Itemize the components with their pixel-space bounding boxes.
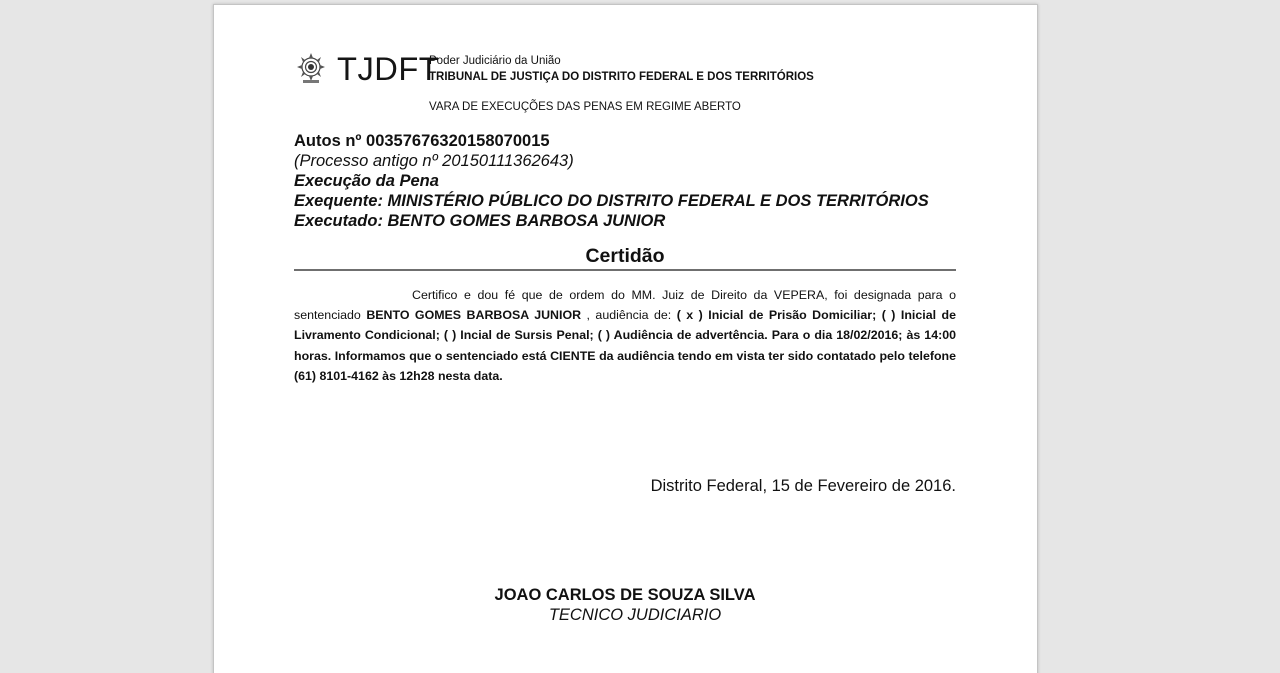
defendant: Executado: BENTO GOMES BARBOSA JUNIOR [294, 212, 666, 230]
case-class: Execução da Pena [294, 172, 439, 190]
document-page [213, 4, 1038, 673]
court-name: TRIBUNAL DE JUSTIÇA DO DISTRITO FEDERAL E DOS TERRITÓRIOS [429, 71, 814, 83]
old-process-number: (Processo antigo nº 20150111362643) [294, 152, 574, 170]
brazil-coat-of-arms-icon [294, 51, 328, 85]
certificate-body [294, 285, 956, 386]
letterhead [294, 49, 894, 119]
plaintiff: Exequente: MINISTÉRIO PÚBLICO DO DISTRITO FEDERAL E DOS TERRITÓRIOS [294, 192, 929, 210]
certificate-title: Certidão [585, 245, 665, 267]
court-division: VARA DE EXECUÇÕES DAS PENAS EM REGIME ABERTO [429, 101, 741, 113]
hearing-details: ( x ) Inicial de Prisão Domiciliar; ( ) Inicial de Livramento Condicional; ( ) Incial de Sursis Penal; ( ) Audiência de advertência. Para o dia 18/02/2016; às 14:00 horas. Informamos que o sentenciado está CIENTE da audiência tendo em vista ter sido contatado pelo telefone (61) 8101-4162 às 12h28 nesta data. [294, 308, 956, 383]
court-acronym: TJDFT [336, 51, 440, 87]
signer-role-line [294, 605, 956, 625]
signer-role: TECNICO JUDICIARIO [548, 606, 722, 624]
certificate-hearing-label: , audiência de: [581, 308, 677, 323]
date-line: Distrito Federal, 15 de Fevereiro de 2016. [650, 477, 956, 495]
case-info [294, 131, 974, 231]
judiciary-name: Poder Judiciário da União [429, 55, 561, 67]
certificate-intro: Certifico e dou fé que de ordem do MM. Juiz de Direito da VEPERA, foi designada para o sentenciado [294, 288, 956, 323]
signer-name: JOAO CARLOS DE SOUZA SILVA [494, 586, 756, 604]
case-number: Autos nº 00357676320158070015 [294, 132, 550, 150]
title-divider [294, 269, 956, 271]
sentenced-name: BENTO GOMES BARBOSA JUNIOR [366, 308, 582, 323]
